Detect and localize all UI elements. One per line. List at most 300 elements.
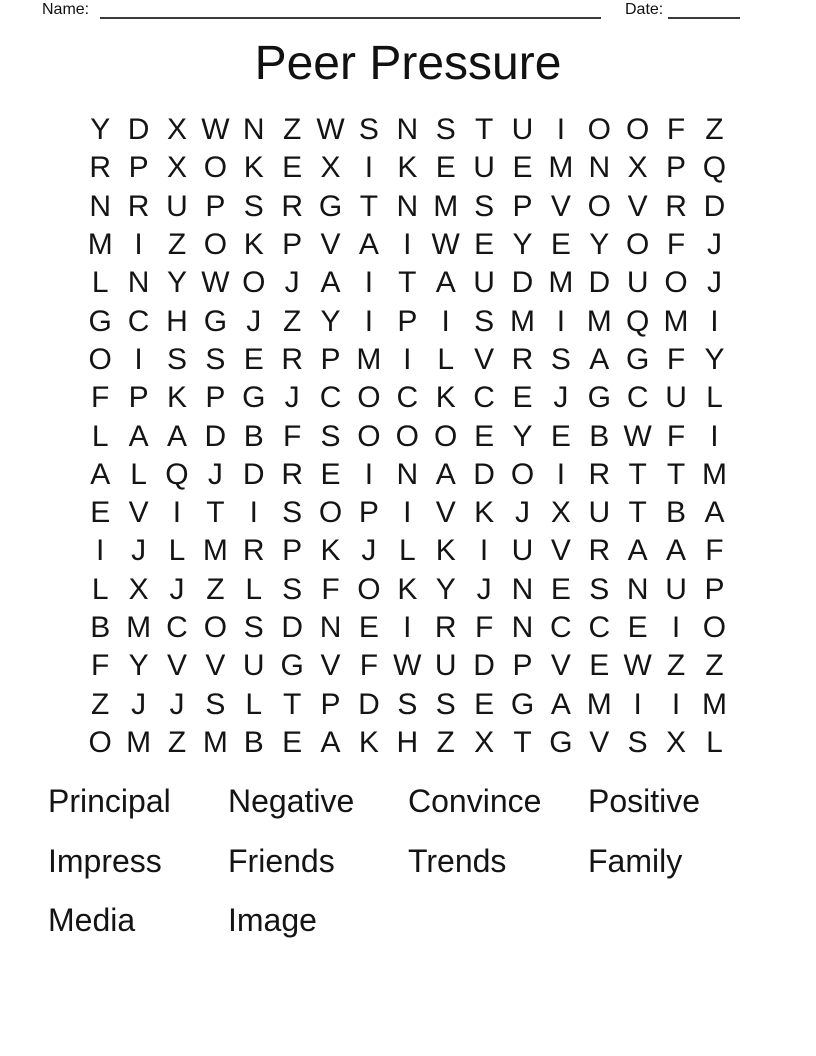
grid-letter: I: [710, 304, 719, 338]
grid-letter: S: [243, 189, 264, 223]
grid-letter: Y: [435, 572, 456, 606]
grid-letter: T: [666, 457, 686, 491]
grid-letter: H: [396, 725, 419, 759]
grid-letter: V: [550, 534, 571, 568]
grid-letter: A: [90, 457, 111, 491]
grid-letter: J: [131, 687, 147, 721]
grid-letter: Y: [589, 228, 610, 262]
grid-letter: K: [397, 572, 418, 606]
grid-letter: P: [512, 649, 533, 683]
grid-letter: P: [282, 534, 303, 568]
word-search-grid: [81, 111, 734, 762]
grid-letter: F: [666, 113, 686, 147]
grid-letter: F: [321, 572, 340, 606]
grid-letter: C: [550, 611, 572, 644]
grid-letter: K: [397, 151, 418, 185]
grid-letter: J: [131, 534, 147, 568]
grid-letter: J: [706, 228, 722, 262]
word-item: Family: [588, 842, 683, 879]
grid-letter: V: [435, 496, 456, 530]
grid-letter: M: [356, 342, 382, 376]
grid-letter: E: [243, 342, 264, 376]
grid-letter: T: [359, 189, 379, 223]
grid-letter: O: [434, 419, 458, 453]
grid-letter: O: [357, 572, 381, 606]
grid-letter: J: [706, 266, 722, 300]
grid-letter: P: [704, 572, 725, 606]
grid-letter: I: [364, 457, 374, 491]
grid-letter: K: [243, 228, 264, 262]
grid-letter: V: [205, 649, 226, 683]
grid-letter: N: [396, 189, 419, 223]
grid-letter: J: [169, 572, 185, 606]
grid-letter: Z: [705, 649, 724, 683]
grid-letter: F: [666, 228, 686, 262]
grid-letter: W: [623, 649, 652, 683]
grid-letter: L: [245, 687, 263, 721]
grid-letter: I: [403, 611, 412, 644]
date-blank-line: [668, 4, 740, 19]
grid-letter: I: [556, 304, 566, 338]
grid-letter: A: [320, 725, 341, 759]
grid-letter: R: [434, 611, 457, 644]
grid-letter: Y: [128, 649, 149, 683]
grid-letter: C: [319, 381, 342, 415]
grid-letter: U: [665, 381, 687, 415]
grid-letter: O: [510, 457, 535, 491]
grid-letter: G: [587, 381, 611, 415]
grid-letter: E: [512, 381, 533, 415]
grid-letter: S: [282, 496, 303, 530]
grid-letter: P: [512, 189, 533, 223]
grid-letter: C: [396, 381, 419, 415]
grid-letter: E: [282, 151, 303, 185]
grid-letter: G: [318, 189, 343, 223]
grid-letter: Q: [702, 151, 727, 185]
grid-letter: O: [587, 113, 611, 147]
grid-letter: O: [702, 611, 727, 644]
grid-letter: U: [511, 534, 534, 568]
grid-letter: R: [588, 457, 611, 491]
grid-letter: Z: [167, 228, 187, 262]
grid-letter: S: [282, 572, 303, 606]
grid-letter: I: [671, 611, 681, 644]
grid-letter: C: [166, 611, 188, 644]
grid-letter: N: [511, 611, 534, 644]
grid-letter: E: [358, 611, 379, 644]
grid-letter: X: [320, 151, 341, 185]
grid-letter: M: [433, 189, 459, 223]
grid-letter: E: [435, 151, 456, 185]
grid-letter: C: [127, 304, 150, 338]
grid-letter: D: [511, 266, 534, 300]
word-item: Friends: [228, 842, 335, 879]
grid-letter: S: [166, 342, 187, 376]
grid-letter: U: [242, 649, 265, 683]
grid-letter: Z: [705, 113, 724, 147]
grid-letter: S: [435, 687, 456, 721]
grid-letter: A: [358, 228, 379, 262]
grid-letter: W: [201, 266, 230, 300]
grid-letter: K: [435, 534, 456, 568]
grid-letter: J: [246, 304, 262, 338]
grid-letter: O: [88, 342, 112, 376]
grid-letter: Z: [206, 572, 225, 606]
grid-letter: A: [166, 419, 187, 453]
grid-letter: I: [556, 457, 566, 491]
grid-letter: P: [666, 151, 687, 185]
grid-letter: T: [282, 687, 302, 721]
grid-letter: W: [316, 113, 345, 147]
grid-letter: X: [166, 151, 187, 185]
grid-letter: M: [202, 534, 228, 568]
word-list: [48, 772, 768, 951]
grid-letter: T: [398, 266, 417, 300]
grid-letter: M: [663, 304, 689, 338]
word-item: Image: [228, 902, 317, 939]
grid-letter: V: [550, 649, 571, 683]
grid-letter: P: [320, 687, 341, 721]
grid-letter: J: [476, 572, 492, 606]
grid-letter: Y: [704, 342, 725, 376]
grid-letter: V: [320, 649, 341, 683]
grid-letter: M: [126, 611, 152, 644]
grid-letter: I: [364, 151, 374, 185]
grid-letter: R: [281, 457, 303, 491]
grid-letter: A: [666, 534, 687, 568]
grid-letter: V: [320, 228, 341, 262]
grid-letter: K: [358, 725, 379, 759]
grid-letter: S: [589, 572, 610, 606]
grid-letter: I: [710, 419, 719, 453]
grid-letter: E: [474, 687, 495, 721]
grid-letter: F: [91, 381, 110, 415]
grid-letter: J: [514, 496, 530, 530]
grid-letter: A: [320, 266, 341, 300]
grid-letter: R: [127, 189, 150, 223]
grid-letter: L: [706, 725, 723, 759]
grid-letter: P: [282, 228, 303, 262]
grid-letter: S: [205, 342, 226, 376]
grid-letter: N: [626, 572, 649, 606]
grid-letter: U: [511, 113, 534, 147]
grid-letter: Y: [166, 266, 187, 300]
grid-letter: O: [357, 381, 381, 415]
word-item: Positive: [588, 783, 701, 820]
grid-letter: G: [549, 725, 573, 759]
grid-letter: M: [87, 228, 113, 262]
grid-letter: D: [473, 457, 495, 491]
grid-letter: X: [474, 725, 495, 759]
grid-letter: H: [166, 304, 188, 338]
grid-letter: D: [204, 419, 227, 453]
grid-letter: P: [128, 381, 149, 415]
grid-letter: P: [128, 151, 149, 185]
grid-letter: B: [243, 419, 264, 453]
grid-letter: L: [168, 534, 186, 568]
grid-letter: R: [89, 151, 112, 185]
grid-letter: Z: [167, 725, 187, 759]
grid-letter: R: [281, 189, 303, 223]
grid-letter: L: [398, 534, 416, 568]
grid-letter: Z: [282, 113, 302, 147]
grid-letter: E: [320, 457, 341, 491]
grid-letter: L: [245, 572, 263, 606]
grid-letter: N: [89, 189, 112, 223]
name-label: Name:: [42, 1, 90, 18]
grid-letter: O: [242, 266, 266, 300]
grid-letter: U: [626, 266, 649, 300]
grid-letter: I: [479, 534, 489, 568]
grid-letter: A: [435, 266, 456, 300]
grid-letter: M: [586, 687, 612, 721]
grid-letter: I: [96, 534, 105, 568]
date-label: Date:: [625, 1, 664, 18]
grid-letter: O: [625, 228, 650, 262]
grid-letter: E: [90, 496, 111, 530]
grid-letter: L: [91, 572, 109, 606]
grid-letter: M: [701, 687, 727, 721]
grid-letter: T: [628, 496, 647, 530]
grid-letter: W: [623, 419, 652, 453]
grid-letter: F: [666, 342, 686, 376]
grid-letter: N: [396, 113, 419, 147]
grid-letter: M: [126, 725, 152, 759]
grid-letter: S: [243, 611, 264, 644]
grid-letter: W: [201, 113, 230, 147]
grid-letter: A: [704, 496, 725, 530]
grid-letter: S: [474, 304, 495, 338]
grid-letter: V: [474, 342, 495, 376]
grid-letter: N: [588, 151, 611, 185]
grid-letter: P: [358, 496, 379, 530]
grid-letter: I: [364, 304, 374, 338]
grid-letter: O: [203, 228, 228, 262]
grid-letter: U: [473, 151, 495, 185]
grid-letter: D: [127, 113, 150, 147]
grid-letter: Q: [165, 457, 189, 491]
grid-letter: G: [510, 687, 535, 721]
grid-letter: O: [664, 266, 688, 300]
grid-letter: S: [550, 342, 571, 376]
grid-letter: U: [473, 266, 495, 300]
grid-letter: F: [666, 419, 686, 453]
name-blank-line: [100, 4, 601, 19]
grid-letter: F: [359, 649, 379, 683]
grid-letter: P: [205, 381, 226, 415]
grid-letter: I: [441, 304, 450, 338]
grid-letter: G: [203, 304, 228, 338]
grid-letter: F: [705, 534, 724, 568]
grid-letter: Z: [436, 725, 455, 759]
grid-letter: N: [319, 611, 342, 644]
grid-letter: W: [393, 649, 422, 683]
grid-letter: J: [169, 687, 185, 721]
grid-letter: V: [589, 725, 610, 759]
grid-letter: G: [88, 304, 112, 338]
grid-letter: D: [242, 457, 265, 491]
grid-letter: L: [437, 342, 455, 376]
grid-letter: Z: [91, 687, 110, 721]
grid-letter: D: [358, 687, 380, 721]
grid-letter: J: [284, 266, 300, 300]
grid-letter: M: [701, 457, 727, 491]
grid-letter: E: [474, 419, 495, 453]
grid-letter: O: [203, 611, 228, 644]
grid-letter: E: [550, 419, 571, 453]
grid-letter: E: [627, 611, 648, 644]
grid-letter: E: [512, 151, 533, 185]
page-title: Peer Pressure: [254, 37, 562, 90]
grid-letter: O: [318, 496, 343, 530]
grid-letter: Y: [90, 113, 111, 147]
grid-letter: O: [625, 113, 650, 147]
grid-letter: D: [473, 649, 495, 683]
grid-letter: K: [474, 496, 495, 530]
grid-letter: L: [130, 457, 147, 491]
grid-letter: X: [166, 113, 187, 147]
grid-letter: S: [435, 113, 456, 147]
grid-letter: I: [403, 496, 412, 530]
grid-letter: D: [588, 266, 611, 300]
grid-letter: Y: [320, 304, 341, 338]
grid-letter: S: [397, 687, 418, 721]
grid-letter: F: [91, 649, 110, 683]
grid-letter: N: [127, 266, 150, 300]
grid-letter: X: [550, 496, 571, 530]
grid-letter: Y: [512, 228, 533, 262]
grid-letter: R: [588, 534, 611, 568]
grid-letter: P: [397, 304, 418, 338]
grid-letter: L: [706, 381, 723, 415]
grid-letter: O: [357, 419, 381, 453]
word-item: Trends: [408, 842, 507, 879]
grid-letter: C: [588, 611, 611, 644]
grid-letter: T: [513, 725, 532, 759]
grid-letter: V: [128, 496, 149, 530]
grid-letter: F: [282, 419, 302, 453]
grid-letter: E: [550, 228, 571, 262]
grid-letter: U: [588, 496, 611, 530]
grid-letter: T: [628, 457, 647, 491]
grid-letter: N: [242, 113, 265, 147]
grid-letter: J: [361, 534, 377, 568]
grid-letter: X: [627, 151, 648, 185]
grid-letter: I: [134, 228, 143, 262]
grid-letter: N: [396, 457, 419, 491]
grid-letter: I: [249, 496, 258, 530]
grid-letter: X: [666, 725, 687, 759]
grid-letter: U: [665, 572, 687, 606]
grid-letter: U: [434, 649, 457, 683]
grid-letter: I: [134, 342, 143, 376]
grid-letter: I: [633, 687, 642, 721]
grid-letter: A: [627, 534, 648, 568]
grid-letter: F: [474, 611, 494, 644]
grid-letter: I: [172, 496, 182, 530]
grid-letter: J: [284, 381, 300, 415]
grid-letter: S: [205, 687, 226, 721]
grid-letter: A: [128, 419, 149, 453]
grid-letter: A: [589, 342, 610, 376]
grid-letter: M: [586, 304, 612, 338]
grid-letter: D: [703, 189, 726, 223]
grid-letter: K: [243, 151, 264, 185]
grid-letter: E: [589, 649, 610, 683]
grid-letter: I: [403, 342, 412, 376]
grid-letter: B: [90, 611, 111, 644]
grid-letter: E: [282, 725, 303, 759]
grid-letter: K: [435, 381, 456, 415]
word-item: Principal: [48, 783, 171, 820]
grid-letter: I: [671, 687, 681, 721]
grid-letter: N: [511, 572, 534, 606]
grid-letter: Z: [282, 304, 302, 338]
grid-letter: A: [550, 687, 571, 721]
grid-letter: L: [91, 266, 109, 300]
grid-letter: E: [474, 228, 495, 262]
grid-letter: B: [243, 725, 264, 759]
grid-letter: M: [548, 266, 574, 300]
grid-letter: J: [207, 457, 223, 491]
grid-letter: O: [587, 189, 611, 223]
grid-letter: S: [320, 419, 341, 453]
grid-letter: G: [280, 649, 304, 683]
word-item: Media: [48, 902, 136, 939]
grid-letter: V: [550, 189, 571, 223]
grid-letter: S: [358, 113, 379, 147]
grid-letter: Y: [512, 419, 533, 453]
grid-letter: J: [553, 381, 569, 415]
grid-letter: E: [550, 572, 571, 606]
grid-letter: G: [625, 342, 650, 376]
grid-letter: M: [548, 151, 574, 185]
grid-letter: R: [281, 342, 303, 376]
word-item: Negative: [228, 783, 355, 820]
grid-letter: B: [589, 419, 610, 453]
grid-letter: K: [166, 381, 187, 415]
grid-letter: W: [431, 228, 460, 262]
grid-letter: O: [88, 725, 112, 759]
grid-letter: M: [202, 725, 228, 759]
grid-letter: I: [403, 228, 412, 262]
grid-letter: S: [627, 725, 648, 759]
grid-letter: Q: [625, 304, 650, 338]
grid-letter: D: [281, 611, 303, 644]
grid-letter: L: [91, 419, 109, 453]
grid-letter: P: [320, 342, 341, 376]
grid-letter: X: [128, 572, 149, 606]
word-item: Convince: [408, 783, 542, 820]
grid-letter: V: [627, 189, 648, 223]
grid-letter: K: [320, 534, 341, 568]
grid-letter: P: [205, 189, 226, 223]
grid-letter: O: [203, 151, 228, 185]
grid-letter: A: [435, 457, 456, 491]
grid-letter: V: [166, 649, 187, 683]
grid-letter: M: [509, 304, 535, 338]
grid-letter: R: [665, 189, 687, 223]
grid-letter: S: [474, 189, 495, 223]
grid-letter: C: [473, 381, 495, 415]
grid-letter: T: [474, 113, 494, 147]
grid-letter: C: [626, 381, 649, 415]
grid-letter: Z: [666, 649, 686, 683]
grid-letter: I: [364, 266, 374, 300]
grid-letter: B: [666, 496, 687, 530]
grid-letter: G: [242, 381, 266, 415]
grid-letter: O: [395, 419, 419, 453]
